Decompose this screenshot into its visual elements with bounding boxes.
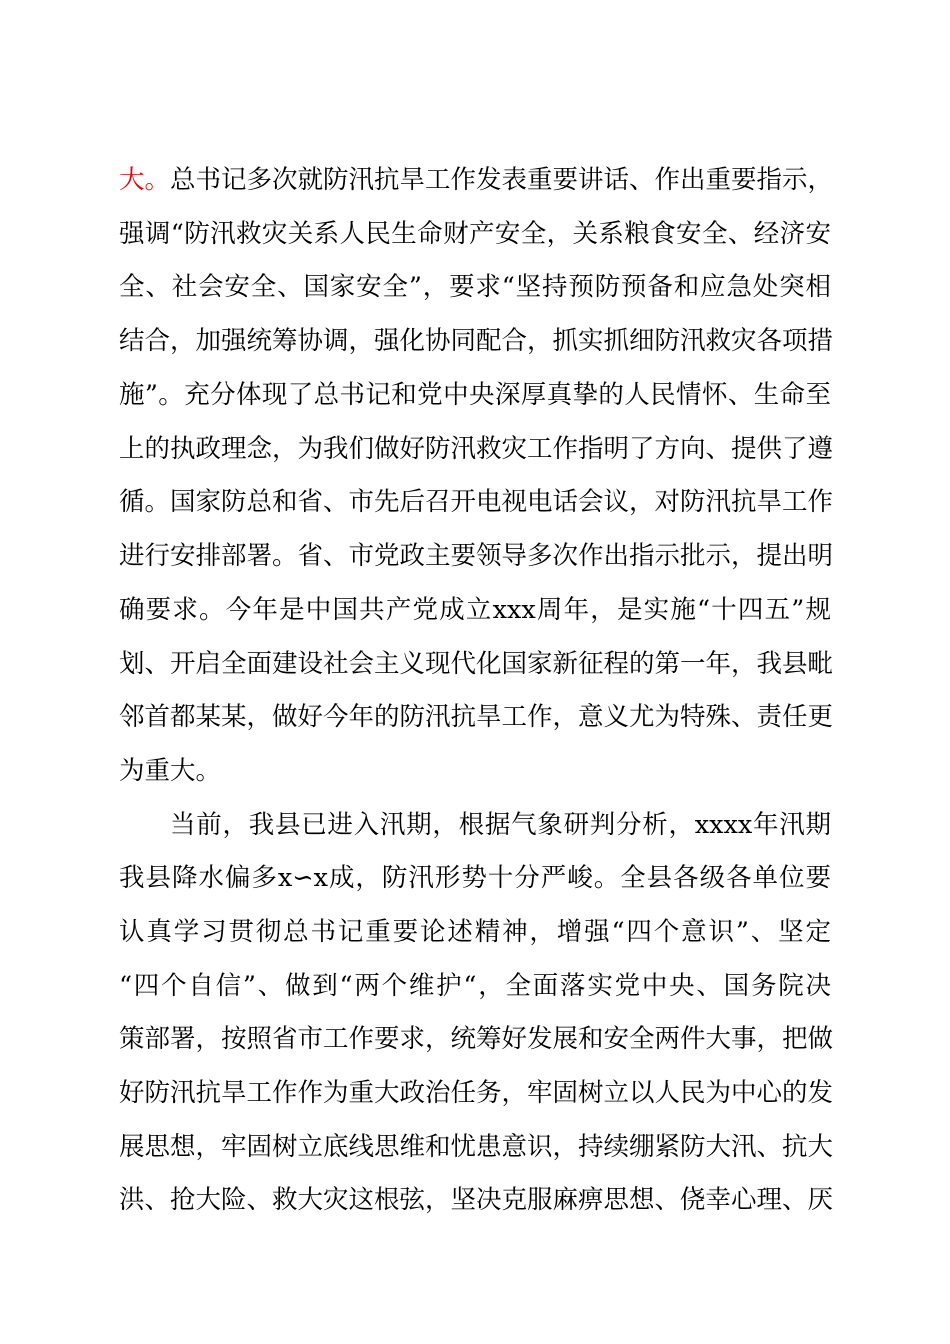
text-line: 策部署，按照省市工作要求，统筹好发展和安全两件大事，把做 — [119, 1024, 834, 1054]
text-line: 认真学习贯彻总书记重要论述精神，增强“四个意识”、坚定 — [119, 917, 831, 947]
text-line: 邻首都某某，做好今年的防汛抗旱工作，意义尤为特殊、责任更 — [119, 702, 834, 732]
line-text: 总书记多次就防汛抗旱工作发表重要讲话、作出重要指示， — [170, 165, 834, 195]
text-line — [119, 160, 834, 200]
highlighted-lead-text: 大。 — [119, 165, 171, 195]
text-line: 好防汛抗旱工作作为重大政治任务，牢固树立以人民为中心的发 — [119, 1078, 834, 1108]
text-line: 施”。充分体现了总书记和党中央深厚真挚的人民情怀、生命至 — [119, 380, 831, 410]
text-line: 当前，我县已进入汛期，根据气象研判分析，xxxx年汛期 — [170, 810, 831, 840]
text-line: 展思想，牢固树立底线思维和忧患意识，持续绷紧防大汛、抗大 — [119, 1132, 834, 1162]
text-line: “四个自信”、做到“两个维护“，全面落实党中央、国务院决 — [119, 971, 831, 1001]
text-line: 强调“防汛救灾关系人民生命财产安全，关系粮食安全、经济安 — [119, 219, 831, 249]
text-line: 循。国家防总和省、市先后召开电视电话会议，对防汛抗旱工作 — [119, 487, 834, 517]
text-line: 划、开启全面建设社会主义现代化国家新征程的第一年，我县毗 — [119, 649, 834, 679]
text-line: 确要求。今年是中国共产党成立xxx周年，是实施“十四五”规 — [119, 595, 831, 625]
text-line: 全、社会安全、国家安全”，要求“坚持预防预备和应急处突相 — [119, 272, 831, 302]
text-line: 上的执政理念，为我们做好防汛救灾工作指明了方向、提供了遵 — [119, 434, 834, 464]
text-line: 结合，加强统筹协调，强化协同配合，抓实抓细防汛救灾各项措 — [119, 326, 834, 356]
text-line: 洪、抢大险、救大灾这根弦，坚决克服麻痹思想、侥幸心理、厌 — [119, 1185, 834, 1215]
text-line: 进行安排部署。省、市党政主要领导多次作出指示批示，提出明 — [119, 541, 834, 571]
text-line: 我县降水偏多x∽x成，防汛形势十分严峻。全县各级各单位要 — [119, 863, 831, 893]
text-line: 为重大。 — [119, 756, 222, 786]
